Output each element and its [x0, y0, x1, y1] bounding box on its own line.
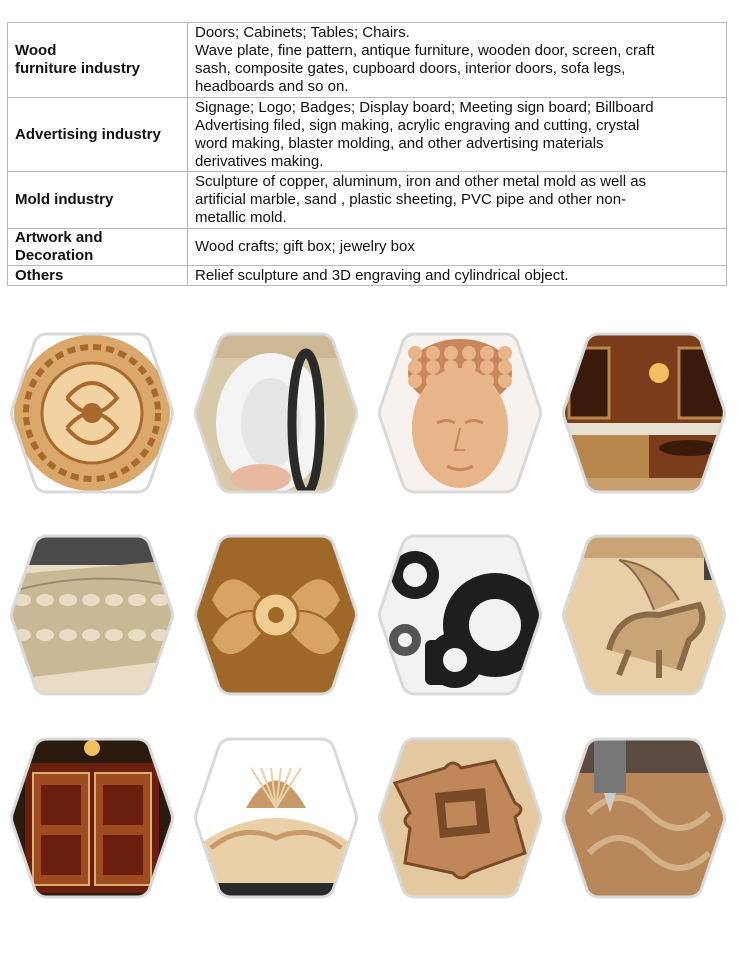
- application-line: sash, composite gates, cupboard doors, interior doors, sofa legs,: [195, 60, 626, 77]
- wooden-double-door-icon: [7, 733, 177, 903]
- table-row: [8, 172, 727, 229]
- table-row: [8, 98, 727, 172]
- wood-puzzle-icon: [375, 733, 545, 903]
- wood-kitchen-icon: [559, 328, 729, 498]
- industry-category: [8, 229, 188, 266]
- application-line: derivatives making.: [195, 152, 324, 170]
- category-line: Wood: [15, 42, 57, 59]
- industry-applications: [188, 172, 727, 229]
- application-line: headboards and so on.: [195, 78, 349, 95]
- table-row: [8, 266, 727, 286]
- category-line: furniture industry: [15, 60, 141, 77]
- industry-applications: [188, 23, 727, 98]
- industry-category: [8, 172, 188, 229]
- plastic-rings-icon: [191, 328, 361, 498]
- application-line: Advertising filed, sign making, acrylic engraving and cutting, crystal: [195, 116, 640, 134]
- industry-category: [8, 266, 188, 286]
- category-line: Mold industry: [15, 191, 114, 208]
- industry-category: [8, 23, 188, 98]
- category-line: Others: [15, 266, 64, 284]
- application-line: Wave plate, fine pattern, antique furniture, wooden door, screen, craft: [195, 42, 655, 59]
- buddha-head-icon: [375, 328, 545, 498]
- application-line: word making, blaster molding, and other advertising materials: [195, 134, 604, 152]
- carved-floral-wood-icon: [191, 530, 361, 700]
- application-line: Doors; Cabinets; Tables; Chairs.: [195, 24, 410, 41]
- application-line: Wood crafts; gift box; jewelry box: [195, 238, 415, 255]
- carved-round-panel-icon: [7, 328, 177, 498]
- table-row: [8, 229, 727, 266]
- industry-applications: [188, 229, 727, 266]
- black-gaskets-icon: [375, 530, 545, 700]
- industry-applications: [188, 98, 727, 172]
- applications-table: [7, 22, 727, 286]
- cnc-carving-icon: [559, 733, 729, 903]
- stone-relief-board-icon: [7, 530, 177, 700]
- industry-applications: [188, 266, 727, 286]
- application-line: Sculpture of copper, aluminum, iron and other metal mold as well as: [195, 173, 647, 190]
- application-line: Relief sculpture and 3D engraving and cylindrical object.: [195, 266, 569, 284]
- pegasus-relief-icon: [559, 530, 729, 700]
- category-line: Decoration: [15, 247, 94, 264]
- application-line: artificial marble, sand , plastic sheeting, PVC pipe and other non-: [195, 191, 627, 208]
- table-row: [8, 23, 727, 98]
- application-line: Signage; Logo; Badges; Display board; Meeting sign board; Billboard: [195, 98, 654, 116]
- industry-category: [8, 98, 188, 172]
- application-line: metallic mold.: [195, 209, 287, 226]
- category-line: Advertising industry: [15, 125, 161, 143]
- category-line: Artwork and: [15, 229, 103, 246]
- carved-shell-molding-icon: [191, 733, 361, 903]
